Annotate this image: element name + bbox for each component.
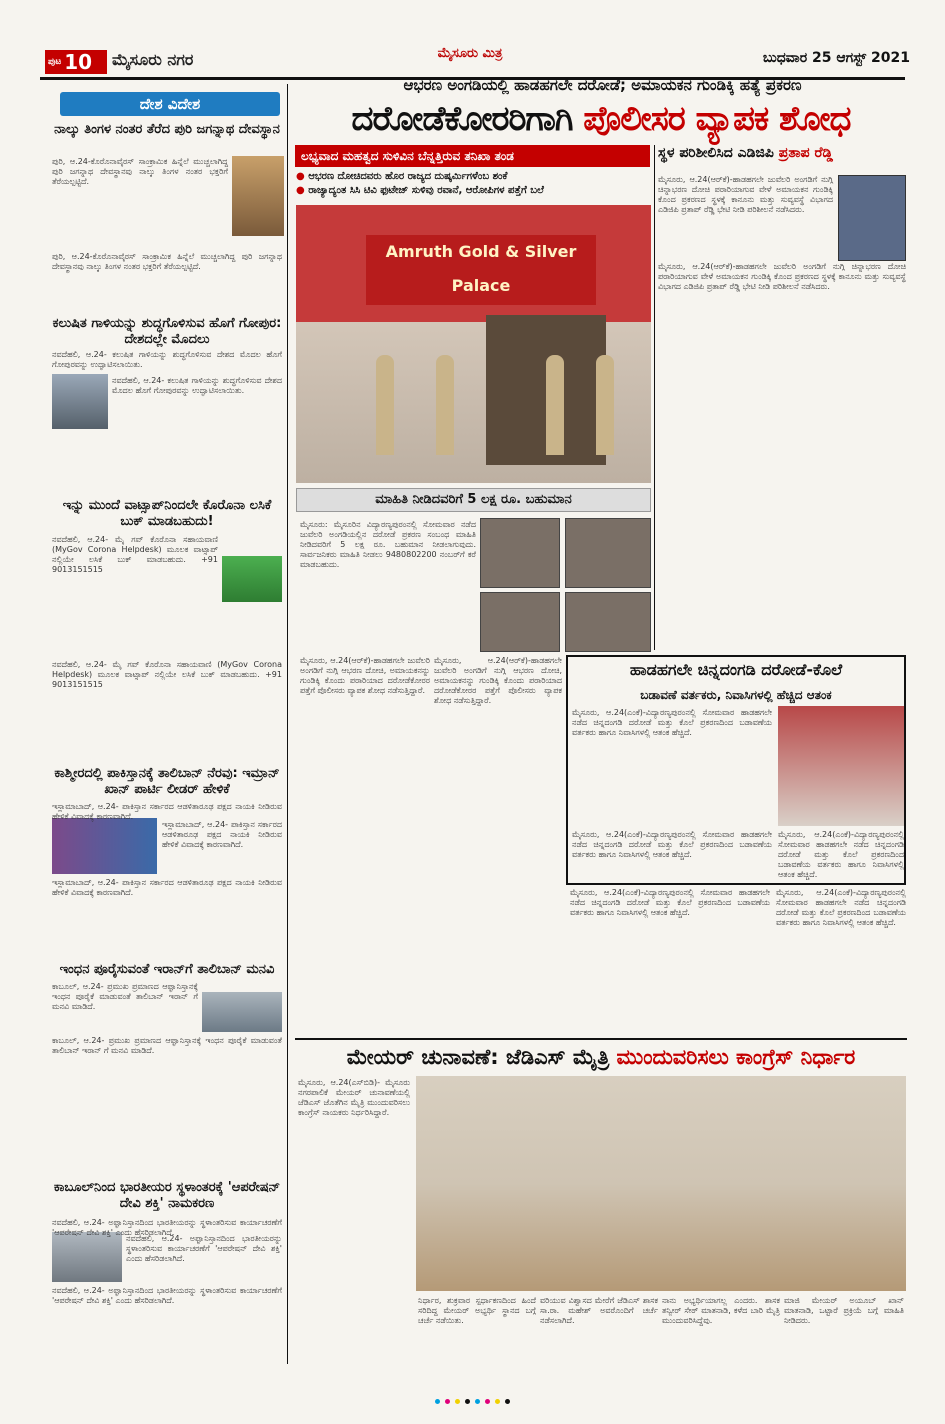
reward-ribbon: ಮಾಹಿತಿ ನೀಡಿದವರಿಗೆ 5 ಲಕ್ಷ ರೂ. ಬಹುಮಾನ [296,488,651,512]
reward-body: ಮೈಸೂರು: ಮೈಸೂರಿನ ವಿದ್ಯಾರಣ್ಯಪುರಂನಲ್ಲಿ ಸೋಮವಾರ ನಡೆದ ಜುವೆಲರಿ ಅಂಗಡಿಯಲ್ಲಿನ ದರೋಡೆ ಪ್ರಕರಣ ಸಂಬಂಧ ಮಾಹಿತಿ ನೀಡಿದವರಿಗೆ 5 ಲಕ್ಷ ರೂ. ಬಹುಮಾನ ನೀಡಲಾಗುವುದು. ಸಾರ್ವಜನಿಕರು ಮಾಹಿತಿ ನೀಡಲು 9480802200 ನಂಬರ್‌ಗೆ ಕರೆ ಮಾಡಬಹುದು. [300,520,476,569]
side-headline [658,145,906,173]
mayor-headline [295,1040,907,1074]
mayor-body: ಮೈಸೂರು, ಆ.24(ಎಸ್‌ಬಿಡಿ)- ಮೈಸೂರು ನಗರಪಾಲಿಕೆ ಮೇಯರ್ ಚುನಾವಣೆಯಲ್ಲಿ ಜೆಡಿಎಸ್ ಜೊತೆಗಿನ ಮೈತ್ರಿ ಮುಂದುವರಿಸಲು ಕಾಂಗ್ರೆಸ್ ನಾಯಕರು ನಿರ್ಧರಿಸಿದ್ದಾರೆ. [298,1078,410,1117]
crime-subhead: ಬಡಾವಣೆ ವರ್ತಕರು, ನಿವಾಸಿಗಳಲ್ಲಿ ಹೆಚ್ಚಿದ ಆತಂಕ [640,688,832,702]
crime-body: ಮೈಸೂರು, ಆ.24(ಎಂಕೆ)-ವಿದ್ಯಾರಣ್ಯಪುರಂನಲ್ಲಿ ಸೋಮವಾರ ಹಾಡಹಗಲೇ ನಡೆದ ಚಿನ್ನದಂಗಡಿ ದರೋಡೆ ಮತ್ತು ಕೊಲೆ ಪ್ರಕರಣದಿಂದ ಬಡಾವಣೆಯ ವರ್ತಕರು ಹಾಗೂ ನಿವಾಸಿಗಳಲ್ಲಿ ಆತಂಕ ಹೆಚ್ಚಿದೆ. [572,708,772,737]
registration-dot [505,1399,510,1404]
registration-dot [455,1399,460,1404]
crowd-photo [778,706,904,826]
jewellery-shop-photo [296,205,651,483]
crime-headline: ಹಾಡಹಗಲೇ ಚಿನ್ನದಂಗಡಿ ದರೋಡೆ-ಕೊಲೆ [629,660,843,679]
section-badge: ದೇಶ ವಿದೇಶ [60,92,280,116]
story-headline: ಕಲುಷಿತ ಗಾಳಿಯನ್ನು ಶುದ್ಧಗೊಳಿಸುವ ಹೊಗೆ ಗೋಪುರ: ದೇಶದಲ್ಲೇ ಮೊದಲು [52,316,282,347]
story-body-cont: ಇಸ್ಲಾಮಾಬಾದ್, ಆ.24- ಪಾಕಿಸ್ತಾನ ಸರ್ಕಾರದ ಆಡಳಿತಾರೂಢ ಪಕ್ಷದ ನಾಯಕಿ ನೀಡಿರುವ ಹೇಳಿಕೆ ವಿವಾದಕ್ಕೆ ಕಾರಣವಾಗಿದೆ. [52,878,282,897]
masthead-logo: ಮೈಸೂರು ಮಿತ್ರ [437,46,503,61]
side-headline-red: ಪ್ರತಾಪ ರೆಡ್ಡಿ [778,145,833,161]
story-headline: ಇನ್ನು ಮುಂದೆ ವಾಟ್ಸಾಪ್‌ನಿಂದಲೇ ಕೊರೊನಾ ಲಸಿಕೆ ಬುಕ್ ಮಾಡಬಹುದು! [62,498,272,529]
mayor-body-col: ಮಾಜಿ ಮೇಯರ್ ಅಯೂಬ್ ಖಾನ್ ಮಾತನಾಡಿ, ಒಟ್ಟಾರೆ ಪ್ರಕ್ರಿಯೆ ಬಗ್ಗೆ ಮಾಹಿತಿ ನೀಡಿದರು. [784,1296,904,1325]
crime-body-cont: ಮೈಸೂರು, ಆ.24(ಎಂಕೆ)-ವಿದ್ಯಾರಣ್ಯಪುರಂನಲ್ಲಿ ಸೋಮವಾರ ಹಾಡಹಗಲೇ ನಡೆದ ಚಿನ್ನದಂಗಡಿ ದರೋಡೆ ಮತ್ತು ಕೊಲೆ ಪ್ರಕರಣದಿಂದ ಬಡಾವಣೆಯ ವರ್ತಕರು ಹಾಗೂ ನಿವಾಸಿಗಳಲ್ಲಿ ಆತಂಕ ಹೆಚ್ಚಿದೆ. [776,888,906,927]
crime-body-cont: ಮೈಸೂರು, ಆ.24(ಎಂಕೆ)-ವಿದ್ಯಾರಣ್ಯಪುರಂನಲ್ಲಿ ಸೋಮವಾರ ಹಾಡಹಗಲೇ ನಡೆದ ಚಿನ್ನದಂಗಡಿ ದರೋಡೆ ಮತ್ತು ಕೊಲೆ ಪ್ರಕರಣದಿಂದ ಬಡಾವಣೆಯ ವರ್ತಕರು ಹಾಗೂ ನಿವಾಸಿಗಳಲ್ಲಿ ಆತಂಕ ಹೆಚ್ಚಿದೆ. [570,888,770,917]
story-body-cont: ಕಾಬೂಲ್, ಆ.24- ಪ್ರಮುಖ ಪ್ರಮಾಣದ ಆಫ್ಘಾನಿಸ್ತಾನಕ್ಕೆ ಇಂಧನ ಪೂರೈಕೆ ಮಾಡುವಂತೆ ತಾಲಿಬಾನ್ ಇರಾನ್ ಗೆ ಮನವಿ ಮಾಡಿದೆ. [52,1036,282,1055]
tv-debate-photo [52,818,157,874]
story-body-cont: ಪುರಿ, ಆ.24-ಕೊರೊನಾವೈರಸ್ ಸಾಂಕ್ರಾಮಿಕ ಹಿನ್ನೆಲೆ ಮುಚ್ಚಲಾಗಿದ್ದ ಪುರಿ ಜಗನ್ನಾಥ ದೇವಸ್ಥಾನವು ನಾಲ್ಕು ತಿಂಗಳ ನಂತರ ಭಕ್ತರಿಗೆ ತೆರೆಯಲ್ಪಟ್ಟಿದೆ. [52,252,282,271]
smog-tower-photo [52,374,108,429]
lead-red-bar: ಲಭ್ಯವಾದ ಮಹತ್ವದ ಸುಳಿವಿನ ಬೆನ್ನತ್ತಿರುವ ತನಿಖಾ ತಂಡ [295,145,650,167]
lead-body-cont: ಮೈಸೂರು, ಆ.24(ಆರ್‌ಕೆ)-ಹಾಡಹಗಲೇ ಜುವೆಲರಿ ಅಂಗಡಿಗೆ ನುಗ್ಗಿ ಆಭರಣ ದೋಚಿ, ಅಮಾಯಕನನ್ನು ಗುಂಡಿಕ್ಕಿ ಕೊಂದು ಪರಾರಿಯಾದ ದರೋಡೆಕೋರರ ಪತ್ತೆಗೆ ಪೊಲೀಸರು ವ್ಯಾಪಕ ಶೋಧ ನಡೆಸುತ್ತಿದ್ದಾರೆ. [434,656,562,705]
story-body-cont: ನವದೆಹಲಿ, ಆ.24- ಅಫ್ಘಾನಿಸ್ತಾನದಿಂದ ಭಾರತೀಯರನ್ನು ಸ್ಥಳಾಂತರಿಸುವ ಕಾರ್ಯಾಚರಣೆಗೆ 'ಆಪರೇಷನ್ ದೇವಿ ಶಕ್ತಿ' ಎಂದು ಹೆಸರಿಡಲಾಗಿದೆ. [52,1286,282,1305]
aircraft-photo [52,1232,122,1282]
side-body-cont: ಮೈಸೂರು, ಆ.24(ಆರ್‌ಕೆ)-ಹಾಡಹಗಲೇ ಜುವೆಲರಿ ಅಂಗಡಿಗೆ ನುಗ್ಗಿ ಚಿನ್ನಾಭರಣ ದೋಚಿ ಪರಾರಿಯಾಗುವ ವೇಳೆ ಅಮಾಯಕನ ಗುಂಡಿಕ್ಕಿ ಕೊಂದ ಪ್ರಕರಣದ ಸ್ಥಳಕ್ಕೆ ಕಾನೂನು ಮತ್ತು ಸುವ್ಯವಸ್ಥೆ ವಿಭಾಗದ ಎಡಿಜಿಪಿ ಪ್ರತಾಪ್ ರೆಡ್ಡಿ ಭೇಟಿ ನೀಡಿ ಪರಿಶೀಲನೆ ನಡೆಸಿದರು. [658,262,906,291]
page-label: ಪುಟ [48,57,62,67]
suspect-photo [480,518,560,588]
lead-kicker: ಆಭರಣ ಅಂಗಡಿಯಲ್ಲಿ ಹಾಡಹಗಲೇ ದರೋಡೆ; ಅಮಾಯಕನ ಗುಂಡಿಕ್ಕಿ ಹತ್ಯೆ ಪ್ರಕರಣ [403,76,802,94]
lead-bullets [296,170,651,198]
page-number: 10 [64,50,93,74]
story-body: ಕಾಬೂಲ್, ಆ.24- ಪ್ರಮುಖ ಪ್ರಮಾಣದ ಆಫ್ಘಾನಿಸ್ತಾನಕ್ಕೆ ಇಂಧನ ಪೂರೈಕೆ ಮಾಡುವಂತೆ ತಾಲಿಬಾನ್ ಇರಾನ್ ಗೆ ಮನವಿ ಮಾಡಿದೆ. [52,982,198,1011]
story-body: ಪುರಿ, ಆ.24-ಕೊರೊನಾವೈರಸ್ ಸಾಂಕ್ರಾಮಿಕ ಹಿನ್ನೆಲೆ ಮುಚ್ಚಲಾಗಿದ್ದ ಪುರಿ ಜಗನ್ನಾಥ ದೇವಸ್ಥಾನವು ನಾಲ್ಕು ತಿಂಗಳ ನಂತರ ಭಕ್ತರಿಗೆ ತೆರೆಯಲ್ಪಟ್ಟಿದೆ. [52,157,228,186]
police-figure [376,355,394,455]
story-body: ಇಸ್ಲಾಮಾಬಾದ್, ಆ.24- ಪಾಕಿಸ್ತಾನ ಸರ್ಕಾರದ ಆಡಳಿತಾರೂಢ ಪಕ್ಷದ ನಾಯಕಿ ನೀಡಿರುವ ಹೇಳಿಕೆ ವಿವಾದಕ್ಕೆ ಕಾರಣವಾಗಿದೆ. [52,802,282,821]
registration-dot [475,1399,480,1404]
print-registration-dots [0,1396,945,1408]
suspect-photo [565,592,651,652]
story-body: ನವದೆಹಲಿ, ಆ.24- ಕಲುಷಿತ ಗಾಳಿಯನ್ನು ಶುದ್ಧಗೊಳಿಸುವ ದೇಶದ ಮೊದಲ ಹೊಗೆ ಗೋಪುರವನ್ನು ಉದ್ಘಾಟಿಸಲಾಯಿತು. [52,350,282,369]
story-body-cont: ನವದೆಹಲಿ, ಆ.24- ಮೈ ಗವ್ ಕೊರೊನಾ ಸಹಾಯವಾಣಿ (MyGov Corona Helpdesk) ಮೂಲಕ ವಾಟ್ಸಾಪ್ ನಲ್ಲಿಯೇ ಲಸಿಕೆ ಬುಕ್ ಮಾಡಬಹುದು. +91 9013151515 [52,660,282,689]
officer-portrait [838,175,906,261]
mayor-headline-red: ಮುಂದುವರಿಸಲು ಕಾಂಗ್ರೆಸ್ ನಿರ್ಧಾರ [616,1045,856,1069]
whatsapp-photo [222,556,282,602]
police-figure [546,355,564,455]
shop-sign: Amruth Gold & Silver Palace [366,235,596,305]
crime-body-cont: ಮೈಸೂರು, ಆ.24(ಎಂಕೆ)-ವಿದ್ಯಾರಣ್ಯಪುರಂನಲ್ಲಿ ಸೋಮವಾರ ಹಾಡಹಗಲೇ ನಡೆದ ಚಿನ್ನದಂಗಡಿ ದರೋಡೆ ಮತ್ತು ಕೊಲೆ ಪ್ರಕರಣದಿಂದ ಬಡಾವಣೆಯ ವರ್ತಕರು ಹಾಗೂ ನಿವಾಸಿಗಳಲ್ಲಿ ಆತಂಕ ಹೆಚ್ಚಿದೆ. [778,830,904,879]
lead-headline-black: ದರೋಡೆಕೋರರಿಗಾಗಿ [351,99,573,139]
column-divider [287,84,288,1364]
registration-dot [465,1399,470,1404]
crime-body-cont: ಮೈಸೂರು, ಆ.24(ಎಂಕೆ)-ವಿದ್ಯಾರಣ್ಯಪುರಂನಲ್ಲಿ ಸೋಮವಾರ ಹಾಡಹಗಲೇ ನಡೆದ ಚಿನ್ನದಂಗಡಿ ದರೋಡೆ ಮತ್ತು ಕೊಲೆ ಪ್ರಕರಣದಿಂದ ಬಡಾವಣೆಯ ವರ್ತಕರು ಹಾಗೂ ನಿವಾಸಿಗಳಲ್ಲಿ ಆತಂಕ ಹೆಚ್ಚಿದೆ. [572,830,772,859]
meeting-photo [416,1076,906,1291]
mayor-headline-black: ಮೇಯರ್ ಚುನಾವಣೆ: ಜೆಡಿಎಸ್ ಮೈತ್ರಿ [346,1045,610,1069]
registration-dot [435,1399,440,1404]
suspect-photo [480,592,560,652]
temple-photo [232,156,284,236]
section-title: ಮೈಸೂರು ನಗರ [112,50,194,69]
lead-body: ಮೈಸೂರು, ಆ.24(ಆರ್‌ಕೆ)-ಹಾಡಹಗಲೇ ಜುವೆಲರಿ ಅಂಗಡಿಗೆ ನುಗ್ಗಿ ಆಭರಣ ದೋಚಿ, ಅಮಾಯಕನನ್ನು ಗುಂಡಿಕ್ಕಿ ಕೊಂದು ಪರಾರಿಯಾದ ದರೋಡೆಕೋರರ ಪತ್ತೆಗೆ ಪೊಲೀಸರು ವ್ಯಾಪಕ ಶೋಧ ನಡೆಸುತ್ತಿದ್ದಾರೆ. [300,656,430,695]
story-body-cont: ಇಸ್ಲಾಮಾಬಾದ್, ಆ.24- ಪಾಕಿಸ್ತಾನ ಸರ್ಕಾರದ ಆಡಳಿತಾರೂಢ ಪಕ್ಷದ ನಾಯಕಿ ನೀಡಿರುವ ಹೇಳಿಕೆ ವಿವಾದಕ್ಕೆ ಕಾರಣವಾಗಿದೆ. [162,820,282,849]
police-figure [436,355,454,455]
story-headline: ಕಾಬೂಲ್‌ನಿಂದ ಭಾರತೀಯರ ಸ್ಥಳಾಂತರಕ್ಕೆ 'ಆಪರೇಷನ್ ದೇವಿ ಶಕ್ತಿ' ನಾಮಕರಣ [53,1180,281,1211]
registration-dot [495,1399,500,1404]
column-divider [654,145,655,650]
lead-headline-red: ಪೊಲೀಸರ ವ್ಯಾಪಕ ಶೋಧ [583,99,851,139]
lead-headline [296,96,906,142]
story-body: ನವದೆಹಲಿ, ಆ.24- ಅಫ್ಘಾನಿಸ್ತಾನದಿಂದ ಭಾರತೀಯರನ್ನು ಸ್ಥಳಾಂತರಿಸುವ ಕಾರ್ಯಾಚರಣೆಗೆ 'ಆಪರೇಷನ್ ದೇವಿ ಶಕ್ತಿ' ಎಂದು ಹೆಸರಿಡಲಾಗಿದೆ. [52,1218,282,1237]
story-headline: ನಾಲ್ಕು ತಿಂಗಳ ನಂತರ ತೆರೆದ ಪುರಿ ಜಗನ್ನಾಥ ದೇವಸ್ಥಾನ [54,122,280,137]
story-body: ನವದೆಹಲಿ, ಆ.24- ಮೈ ಗವ್ ಕೊರೊನಾ ಸಹಾಯವಾಣಿ (MyGov Corona Helpdesk) ಮೂಲಕ ವಾಟ್ಸಾಪ್ ನಲ್ಲಿಯೇ ಲಸಿಕೆ ಬುಕ್ ಮಾಡಬಹುದು. +91 9013151515 [52,535,218,574]
issue-date: ಬುಧವಾರ 25 ಆಗಸ್ಟ್ 2021 [762,50,910,66]
registration-dot [485,1399,490,1404]
mayor-body-col: ನಿರ್ಧಾರ, ಶುಕ್ರವಾರ ಸ್ಪರ್ಧಾಕಣದಿಂದ ಹಿಂದೆ ಸರಿದಿದ್ದ ಮೇಯರ್ ಅಭ್ಯರ್ಥಿ ಸ್ಥಾನದ ಬಗ್ಗೆ ಚರ್ಚೆ ನಡೆಯಿತು. [418,1296,536,1325]
bullet-item: ● ಆಭರಣ ದೋಚಿದವರು ಹೊರ ರಾಜ್ಯದ ದುಷ್ಕರ್ಮಿಗಳೆಂಬ ಶಂಕೆ [296,170,651,184]
story-body-cont: ನವದೆಹಲಿ, ಆ.24- ಕಲುಷಿತ ಗಾಳಿಯನ್ನು ಶುದ್ಧಗೊಳಿಸುವ ದೇಶದ ಮೊದಲ ಹೊಗೆ ಗೋಪುರವನ್ನು ಉದ್ಘಾಟಿಸಲಾಯಿತು. [112,376,282,395]
story-body-cont: ನವದೆಹಲಿ, ಆ.24- ಅಫ್ಘಾನಿಸ್ತಾನದಿಂದ ಭಾರತೀಯರನ್ನು ಸ್ಥಳಾಂತರಿಸುವ ಕಾರ್ಯಾಚರಣೆಗೆ 'ಆಪರೇಷನ್ ದೇವಿ ಶಕ್ತಿ' ಎಂದು ಹೆಸರಿಡಲಾಗಿದೆ. [126,1234,282,1263]
bullet-item: ● ರಾಜ್ಯಾದ್ಯಂತ ಸಿಸಿ ಟಿವಿ ಫುಟೇಜ್ ಸುಳಿವು ರವಾನೆ, ಆರೋಪಿಗಳ ಪತ್ತೆಗೆ ಬಲೆ [296,184,651,198]
mayor-body-col: ವರಿಯುವ ವಿಶ್ವಾಸದ ಮೇರೆಗೆ ಜೆಡಿಎಸ್ ಶಾಸಕ ಸಾ.ರಾ. ಮಹೇಶ್ ಅವರೊಂದಿಗೆ ಚರ್ಚೆ ನಡೆಸಲಾಗಿದೆ. [540,1296,658,1325]
registration-dot [445,1399,450,1404]
side-body: ಮೈಸೂರು, ಆ.24(ಆರ್‌ಕೆ)-ಹಾಡಹಗಲೇ ಜುವೆಲರಿ ಅಂಗಡಿಗೆ ನುಗ್ಗಿ ಚಿನ್ನಾಭರಣ ದೋಚಿ ಪರಾರಿಯಾಗುವ ವೇಳೆ ಅಮಾಯಕನ ಗುಂಡಿಕ್ಕಿ ಕೊಂದ ಪ್ರಕರಣದ ಸ್ಥಳಕ್ಕೆ ಕಾನೂನು ಮತ್ತು ಸುವ್ಯವಸ್ಥೆ ವಿಭಾಗದ ಎಡಿಜಿಪಿ ಪ್ರತಾಪ್ ರೆಡ್ಡಿ ಭೇಟಿ ನೀಡಿ ಪರಿಶೀಲನೆ ನಡೆಸಿದರು. [658,175,833,214]
story-headline: ಇಂಧನ ಪೂರೈಸುವಂತೆ ಇರಾನ್‌ಗೆ ತಾಲಿಬಾನ್ ಮನವಿ [59,962,275,977]
side-headline-black: ಸ್ಥಳ ಪರಿಶೀಲಿಸಿದ ಎಡಿಜಿಪಿ [658,145,774,161]
police-figure [596,355,614,455]
story-headline: ಕಾಶ್ಮೀರದಲ್ಲಿ ಪಾಕಿಸ್ತಾನಕ್ಕೆ ತಾಲಿಬಾನ್ ನೆರವು: ಇಮ್ರಾನ್ ಖಾನ್ ಪಾರ್ಟಿ ಲೀಡರ್ ಹೇಳಿಕೆ [54,766,280,797]
page-number-badge [45,50,107,74]
suspect-photo [565,518,651,588]
fuel-trucks-photo [202,992,282,1032]
mayor-body-col: ನಾನು ಅಭ್ಯರ್ಥಿಯಾಗಲ್ಲ ಎಂದರು. ಶಾಸಕ ತನ್ವೀರ್ ಸೇಠ್ ಮಾತನಾಡಿ, ಕಳೆದ ಬಾರಿ ಮೈತ್ರಿ ಮುಂದುವರಿಸಿದ್ದೆವು. [662,1296,780,1325]
